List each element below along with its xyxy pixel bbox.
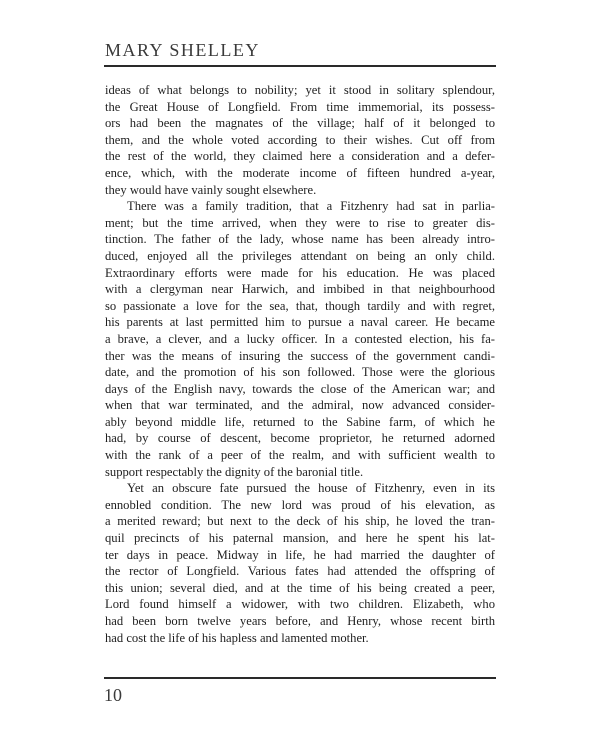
header-rule: [104, 65, 496, 67]
text-line: ideas of what belongs to nobility; yet it stood in solitary splendour,: [105, 83, 495, 97]
text-line: a merited reward; but next to the deck of his ship, he loved the tran-: [105, 514, 495, 529]
footer-rule: [104, 677, 496, 679]
text-line: tinction. The father of the lady, whose name has been already intro-: [105, 232, 495, 247]
paragraph: [105, 198, 495, 480]
text-line: had cost the life of his hapless and lamented mother.: [105, 630, 369, 645]
text-line: the Great House of Longfield. From time immemorial, its possess-: [105, 99, 495, 114]
running-header: MARY SHELLEY: [105, 40, 260, 60]
text-line: quil precincts of his paternal mansion, and here he spent his lat-: [105, 531, 495, 546]
text-line: had, by course of descent, become proprietor, he returned adorned: [105, 431, 495, 446]
page-number: 10: [104, 685, 122, 705]
text-line: ter days in peace. Midway in life, he had married the daughter of: [105, 547, 495, 562]
text-line: There was a family tradition, that a Fitzhenry had sat in parlia-: [127, 199, 495, 214]
text-line: Lord found himself a widower, with two children. Elizabeth, who: [105, 597, 495, 612]
text-line: had been born twelve years before, and Henry, whose recent birth: [105, 614, 495, 628]
text-line: with the rank of a peer of the realm, and with sufficient wealth to: [105, 448, 495, 463]
text-line: date, and the promotion of his son followed. Those were the glorious: [105, 365, 495, 380]
text-line: his parents at last permitted him to pursue a naval career. He became: [105, 315, 495, 330]
body-text: [105, 82, 495, 646]
text-line: they would have vainly sought elsewhere.: [105, 182, 317, 197]
text-line: ennobled condition. The new lord was proud of his elevation, as: [105, 497, 495, 512]
paragraph: [105, 480, 495, 646]
text-line: the rector of Longfield. Various fates had attended the offspring of: [105, 564, 495, 579]
text-line: when that war terminated, and the admiral, now advanced consider-: [105, 398, 495, 413]
text-line: Extraordinary efforts were made for his education. He was placed: [105, 265, 495, 280]
text-line: the rest of the world, they claimed here a consideration and a defer-: [105, 149, 495, 164]
text-line: so passionate a love for the sea, that, though tardily and with regret,: [105, 298, 495, 313]
text-line: with a clergyman near Harwich, and imbibed in that neighbourhood: [105, 282, 495, 297]
text-line: duced, enjoyed all the privileges attendant on being an only child.: [105, 248, 495, 263]
text-line: a brave, a clever, and a lucky officer. In a contested election, his fa-: [105, 331, 495, 346]
text-line: ther was the means of insuring the success of the government candi-: [105, 348, 495, 363]
text-line: days of the English navy, towards the close of the American war; and: [105, 381, 495, 396]
text-line: ors had been the magnates of the village; half of it belonged to: [105, 116, 495, 131]
paragraph: [105, 82, 495, 198]
text-line: ably beyond middle life, returned to the Sabine farm, of which he: [105, 414, 495, 429]
text-line: Yet an obscure fate pursued the house of Fitzhenry, even in its: [127, 481, 495, 496]
text-line: them, and the whole voted according to their wishes. Cut off from: [105, 132, 495, 147]
text-line: support respectably the dignity of the baronial title.: [105, 464, 364, 479]
text-line: ence, which, with the moderate income of fifteen hundred a-year,: [105, 165, 495, 180]
text-line: this union; several died, and at the time of his being created a peer,: [105, 580, 495, 595]
text-line: ment; but the time arrived, when they were to rise to greater dis-: [105, 215, 495, 230]
